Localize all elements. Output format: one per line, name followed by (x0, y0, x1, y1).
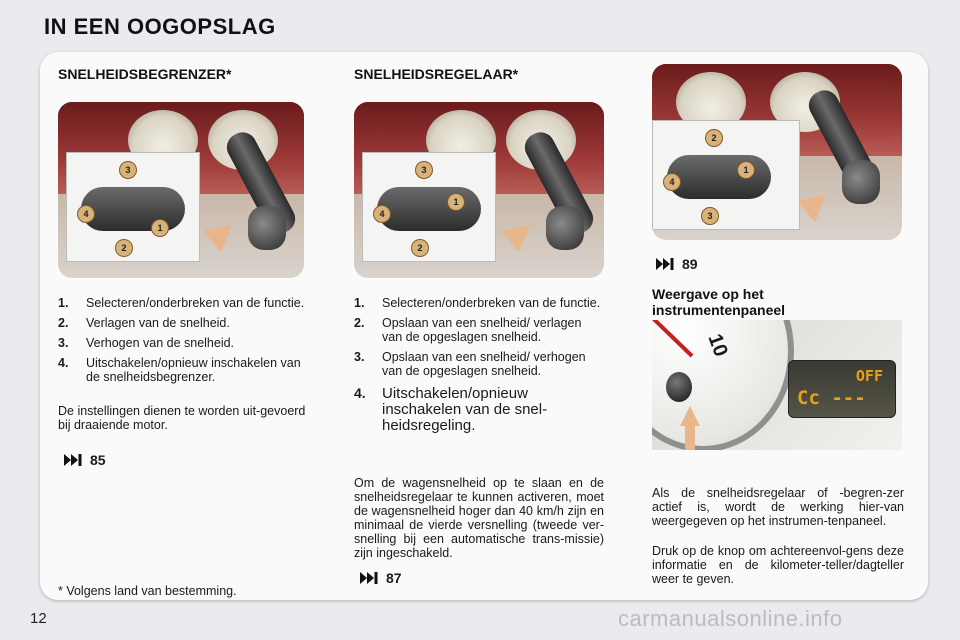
cruise-heading: SNELHEIDSREGELAAR* (354, 66, 519, 82)
lever-inset: 3 4 1 2 (362, 152, 496, 262)
list-item: 2. Verlagen van de snelheid. (58, 316, 230, 330)
list-item: 4. Uitschakelen/opnieuw inschakelen van de snelheidsbegrenzer. (58, 356, 301, 384)
list-item: 1. Selecteren/onderbreken van de functie. (58, 296, 305, 310)
display-heading: Weergave op het instrumentenpaneel (652, 286, 786, 318)
limiter-note: De instellingen dienen te worden uit-gevoerd bij draaiende motor. (58, 404, 306, 432)
pointer-arrow-icon (680, 406, 700, 426)
cruise-control-photo (354, 102, 604, 278)
lever-inset: 2 4 1 3 (652, 120, 800, 230)
list-item: 1. Selecteren/onderbreken van de functie. (354, 296, 601, 310)
cruise-note: Om de wagensnelheid op te slaan en de snelheidsregelaar te kunnen activeren, moet de wagensnelheid hoger dan 40 km/h zijn en minimaal de vierde versnelling (tweede ver-snelling bij een automatische trans-missie) zijn ingeschakeld. (354, 476, 604, 560)
limiter-heading: SNELHEIDSBEGRENZER* (58, 66, 232, 82)
page-number: 12 (30, 610, 47, 627)
instrument-panel-photo (652, 320, 902, 450)
page-title: IN EEN OOGOPSLAG (44, 14, 276, 39)
cruise-display-lcd: OFF Cc --- (788, 360, 896, 418)
cruise-page-ref[interactable]: 87 (360, 570, 402, 586)
list-item: 4. Uitschakelen/opnieuw inschakelen van de snel-heidsregeling. (354, 385, 548, 434)
fast-forward-icon (64, 454, 82, 466)
cruise-list (354, 296, 604, 440)
list-item: 3. Opslaan van een snelheid/ verhogen van de opgeslagen snelheid. (354, 350, 586, 378)
watermark: carmanualsonline.info (618, 606, 843, 631)
stalk-photo (652, 64, 902, 240)
display-paragraph-2: Druk op de knop om achtereenvol-gens deze informatie en de kilometer-teller/dagteller weer te geven. (652, 544, 904, 586)
limiter-list (58, 296, 308, 390)
limiter-page-ref[interactable]: 85 (64, 452, 106, 468)
footnote: * Volgens land van bestemming. (58, 584, 237, 598)
fast-forward-icon (656, 258, 674, 270)
list-item: 2. Opslaan van een snelheid/ verlagen van de opgeslagen snelheid. (354, 316, 582, 344)
display-paragraph-1: Als de snelheidsregelaar of -begren-zer actief is, wordt de werking hier-van weergegeven op het instrumen-tenpaneel. (652, 486, 904, 528)
display-page-ref[interactable]: 89 (656, 256, 698, 272)
limiter-control-photo (58, 102, 304, 278)
list-item: 3. Verhogen van de snelheid. (58, 336, 235, 350)
fast-forward-icon (360, 572, 378, 584)
lever-inset: 3 4 1 2 (66, 152, 200, 262)
display-button[interactable] (666, 372, 692, 402)
speedometer-dial: 10 (652, 320, 794, 450)
